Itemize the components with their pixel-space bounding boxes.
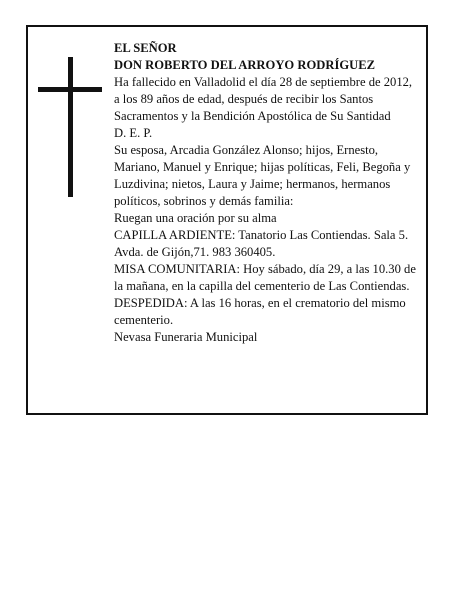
cross-vertical-bar: [68, 57, 73, 197]
rip-text: D. E. P.: [114, 126, 153, 140]
chapel-info: CAPILLA ARDIENTE: Tanatorio Las Contiendas. Sala 5. Avda. de Gijón,71. 983 360405.: [114, 228, 409, 259]
prayer-request: Ruegan una oración por su alma: [114, 211, 277, 225]
death-announcement: Ha fallecido en Valladolid el día 28 de septiembre de 2012, a los 89 años de edad, después de recibir los Santos Sacramentos y la Bendición Apostólica de Su Santidad: [114, 75, 413, 123]
funeral-home: Nevasa Funeraria Municipal: [114, 330, 258, 344]
deceased-name: DON ROBERTO DEL ARROYO RODRÍGUEZ: [114, 58, 376, 72]
mass-info: MISA COMUNITARIA: Hoy sábado, día 29, a las 10.30 de la mañana, en la capilla del cementerio de Las Contiendas. DESPEDIDA: A las 16 horas, en el crematorio del mismo cementerio.: [114, 262, 416, 327]
family-list: Su esposa, Arcadia González Alonso; hijos, Ernesto, Mariano, Manuel y Enrique; hijas políticas, Feli, Begoña y Luzdivina; nietos, Laura y Jaime; hermanos, hermanos políticos, sobrinos y demás familia:: [114, 143, 411, 208]
notice-text: [114, 40, 420, 346]
obituary-notice: [26, 25, 428, 415]
notice-heading: EL SEÑOR: [114, 41, 177, 55]
cross-horizontal-bar: [38, 87, 102, 92]
